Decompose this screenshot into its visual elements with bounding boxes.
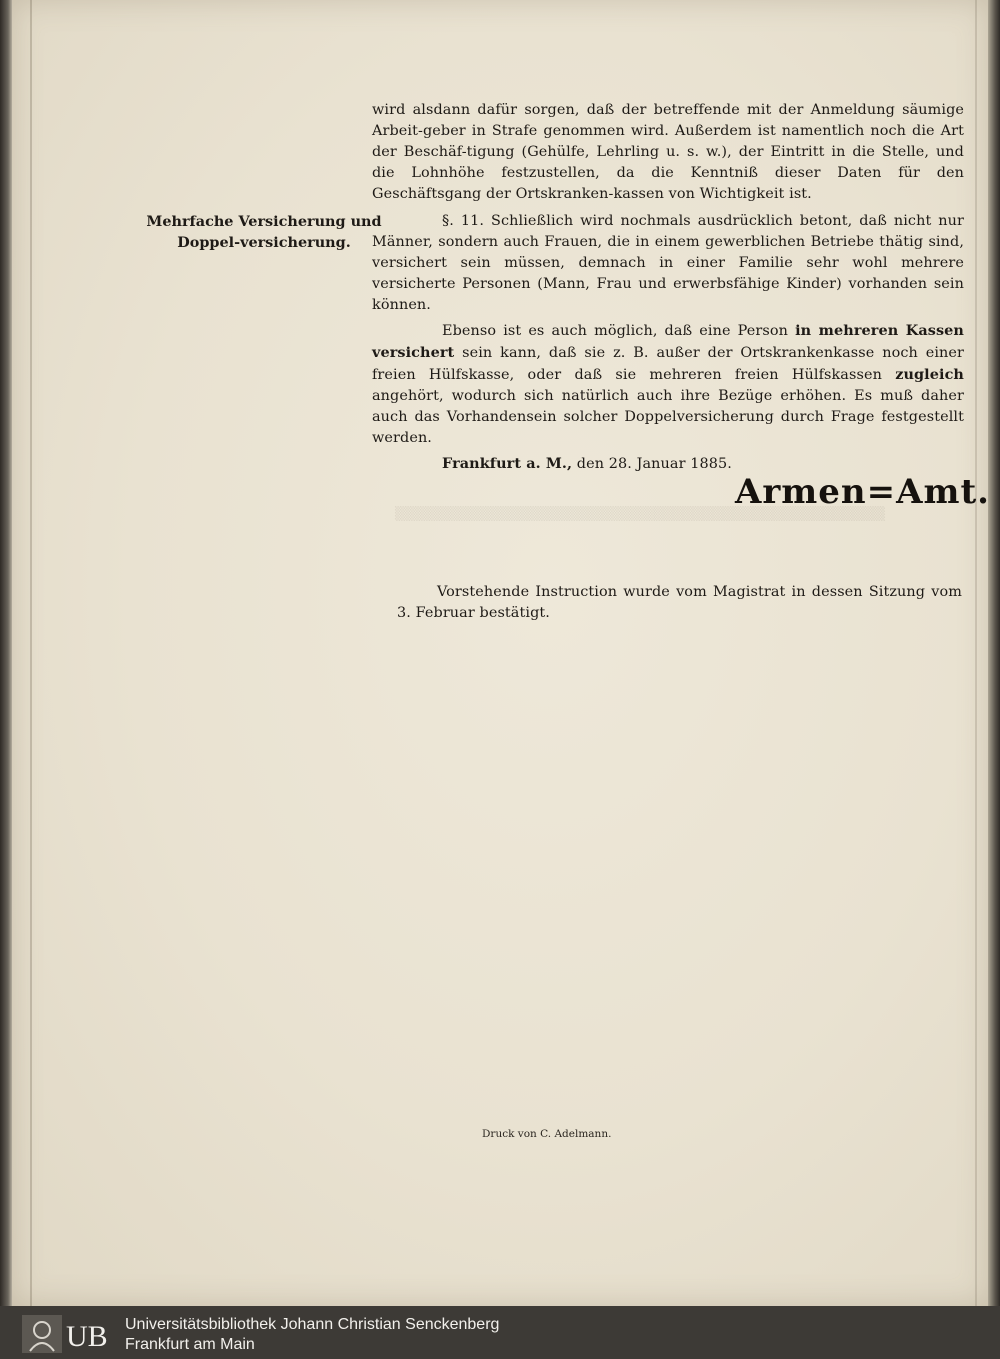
paragraph-1-text: wird alsdann dafür sorgen, daß der betreffende mit der Anmeldung säumige Arbeit-geber in Strafe genommen wird. Außerdem ist namentlich noch die Art der Beschäf-tigung (Gehülfe, Lehrling u. s. w.), der Eintritt in die Stelle, und die Lohnhöhe festzustellen, da die Kenntniß dieser Daten für den Geschäftsgang der Ortskranken-kassen von Wichtigkeit ist. [372,102,964,202]
page-edge-left [30,0,32,1306]
library-footer [0,1306,1000,1359]
section-11 [372,211,964,475]
paragraph-3 [372,320,964,449]
confirmation-note [397,582,962,624]
paragraph-3-emphasis-1: in mehreren Kassen versichert [372,322,964,361]
page-edge-right [975,0,977,1306]
show-through-texture: ▒▒▒▒▒▒▒▒▒▒▒▒▒▒▒▒▒▒▒▒▒▒▒▒▒▒▒▒▒▒▒▒▒▒▒▒▒▒▒▒▒▒▒▒▒▒▒▒▒ [395,507,885,522]
margin-heading: Mehrfache Versicherung und Doppel-versicherung. [146,213,382,251]
paragraph-3-part-e: angehört, wodurch sich natürlich auch ihre Bezüge erhöhen. Es muß daher auch das Vorhandensein solcher Doppelversicherung durch Frage festgestellt werden. [372,388,964,446]
library-name[interactable]: Universitätsbibliothek Johann Christian Senckenberg [125,1316,500,1333]
confirmation-text: Vorstehende Instruction wurde vom Magistrat in dessen Sitzung vom 3. Februar bestätigt. [397,584,962,621]
library-city[interactable]: Frankfurt am Main [125,1336,255,1353]
logo-text: UB [66,1320,108,1353]
signature-armen-amt: Armen=Amt. [735,472,991,512]
paragraph-3-emphasis-2: zugleich [895,366,964,383]
printer-imprint: Druck von C. Adelmann. [482,1128,612,1140]
date-place: Frankfurt a. M., [442,455,573,472]
paragraph-3-part-c: sein kann, daß sie z. B. außer der Ortskrankenkasse noch einer freien Hülfskasse, oder daß sie mehreren freien Hülfskassen [372,345,964,383]
ub-logo-icon [22,1315,122,1353]
paragraph-2: §. 11. Schließlich wird nochmals ausdrücklich betont, daß nicht nur Männer, sondern auch Frauen, die in einem gewerblichen Betriebe thätig sind, versichert sein müssen, demnach in einer Familie sehr wohl mehrere versicherte Personen (Mann, Frau und erwerbsfähige Kinder) vorhanden sein können. [372,213,964,313]
paragraph-3-part-a: Ebenso ist es auch möglich, daß eine Person [442,323,789,339]
date-text: den 28. Januar 1885. [576,456,732,472]
paragraph-continued [372,100,964,205]
